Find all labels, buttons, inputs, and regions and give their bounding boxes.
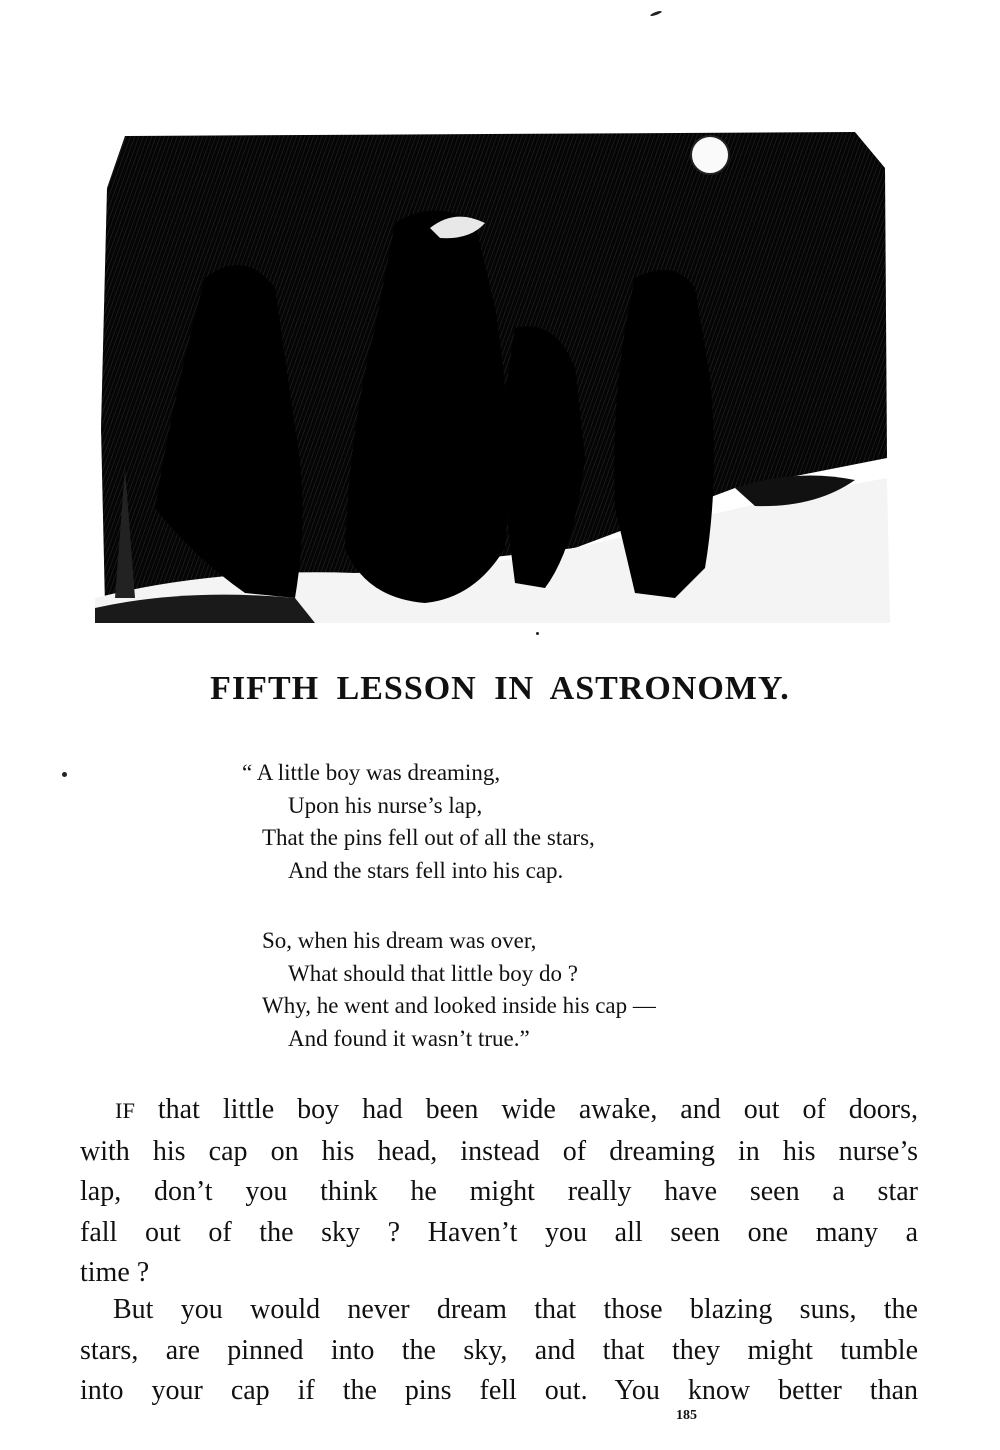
prose-line: But you would never dream that those blazing suns, the: [113, 1294, 918, 1325]
poem: [242, 757, 656, 1093]
poem-stanza: [262, 925, 656, 1055]
poem-line: Upon his nurse’s lap,: [288, 792, 483, 818]
prose-line: fall out of the sky ? Haven’t you all seen one many a: [80, 1216, 918, 1248]
prose-line: lap, don’t you think he might really have seen a star: [80, 1176, 918, 1207]
poem-line: And found it wasn’t true.”: [288, 1025, 530, 1051]
chapter-title: FIFTH LESSON IN ASTRONOMY.: [210, 670, 790, 707]
prose-line: with his cap on his head, instead of dreaming in his nurse’s: [80, 1135, 918, 1167]
page-number: 185: [676, 1408, 697, 1423]
poem-line: What should that little boy do ?: [288, 960, 579, 986]
small-caps-opening: IF: [115, 1098, 135, 1123]
poem-stanza: [242, 757, 656, 887]
prose-line: time ?: [80, 1257, 150, 1288]
prose-line: into your cap if the pins fell out. You know better than: [80, 1375, 918, 1406]
prose-line: stars, are pinned into the sky, and that they might tumble: [80, 1334, 918, 1366]
print-speck: [536, 632, 539, 635]
poem-line: So, when his dream was over,: [262, 928, 537, 953]
poem-line: Why, he went and looked inside his cap —: [262, 993, 656, 1018]
poem-line: That the pins fell out of all the stars,: [262, 825, 595, 850]
prose-line: IF that little boy had been wide awake, and out of doors,: [115, 1094, 918, 1125]
poem-line: And the stars fell into his cap.: [288, 857, 564, 883]
poem-line: “ A little boy was dreaming,: [242, 760, 501, 785]
night-scene-illustration: [95, 128, 890, 623]
engraving-figures-under-moon: [95, 128, 890, 623]
print-speck: [650, 10, 662, 17]
print-speck: [62, 772, 67, 777]
paragraph-2: [80, 1290, 918, 1412]
paragraph-1: [80, 1090, 918, 1294]
